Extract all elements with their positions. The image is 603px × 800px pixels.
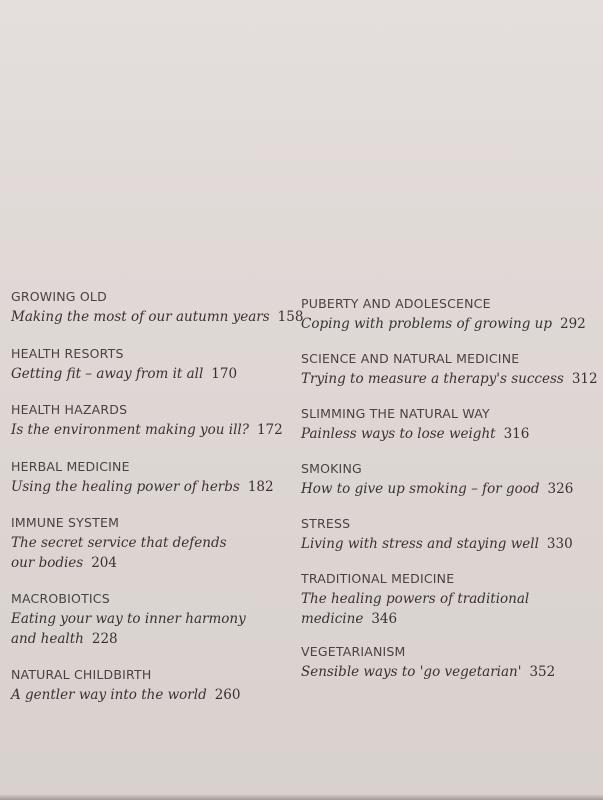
entry-description-line: Using the healing power of herbs 182	[11, 479, 274, 495]
entry-heading: NATURAL CHILDBIRTH	[11, 667, 152, 682]
entry-description	[11, 685, 301, 705]
entry-description	[11, 364, 301, 384]
contents-entry-herbal-medicine	[11, 459, 301, 497]
entry-description-line: medicine 346	[301, 611, 398, 627]
entry-description	[11, 533, 301, 573]
entry-description-line: Living with stress and staying well 330	[301, 536, 573, 552]
entry-heading: HEALTH RESORTS	[11, 346, 124, 361]
entry-description-line: and health 228	[11, 631, 118, 647]
entry-page-number: 158	[277, 309, 304, 325]
entry-description	[11, 609, 301, 649]
contents-entry-vegetarianism	[301, 644, 591, 682]
contents-entry-growing-old	[11, 289, 304, 327]
entry-page-number: 312	[571, 371, 598, 387]
entry-description	[301, 534, 591, 554]
entry-page-number: 204	[91, 555, 117, 571]
entry-description	[301, 479, 591, 499]
entry-description-line: The secret service that defends	[11, 535, 227, 551]
contents-entry-smoking	[301, 461, 591, 499]
entry-page-number: 326	[547, 481, 574, 497]
entry-page-number: 170	[211, 366, 238, 382]
entry-heading: TRADITIONAL MEDICINE	[301, 571, 455, 586]
entry-description-line: Coping with problems of growing up 292	[301, 316, 586, 332]
page-bottom-edge	[0, 794, 603, 800]
entry-heading: GROWING OLD	[11, 289, 107, 304]
entry-page-number: 330	[546, 536, 573, 552]
entry-heading: VEGETARIANISM	[301, 644, 406, 659]
contents-entry-natural-childbirth	[11, 667, 301, 705]
contents-entry-immune-system	[11, 515, 301, 573]
contents-entry-traditional-medicine	[301, 571, 591, 629]
entry-page-number: 172	[256, 422, 283, 438]
entry-description-line: Trying to measure a therapy's success 312	[301, 371, 598, 387]
entry-page-number: 346	[371, 611, 398, 627]
entry-heading: SMOKING	[301, 461, 362, 476]
entry-heading: MACROBIOTICS	[11, 591, 110, 606]
contents-entry-health-hazards	[11, 402, 301, 440]
contents-entry-health-resorts	[11, 346, 301, 384]
entry-description-line: How to give up smoking – for good 326	[301, 481, 574, 497]
entry-heading: PUBERTY AND ADOLESCENCE	[301, 296, 491, 311]
entry-description	[301, 662, 591, 682]
entry-description	[301, 314, 591, 334]
entry-description	[11, 420, 301, 440]
entry-description	[301, 369, 598, 389]
entry-heading: HEALTH HAZARDS	[11, 402, 128, 417]
entry-description-line: Eating your way to inner harmony	[11, 611, 246, 627]
entry-description-line: Painless ways to lose weight 316	[301, 426, 530, 442]
entry-description-line: Getting fit – away from it all 170	[11, 366, 238, 382]
entry-description-line: Is the environment making you ill? 172	[11, 422, 283, 438]
entry-page-number: 182	[247, 479, 274, 495]
entry-page-number: 260	[214, 687, 241, 703]
entry-description-line: our bodies 204	[11, 555, 117, 571]
entry-heading: SLIMMING THE NATURAL WAY	[301, 406, 490, 421]
entry-description-line: The healing powers of traditional	[301, 591, 530, 607]
entry-description-line: Making the most of our autumn years 158	[11, 309, 304, 325]
entry-description	[301, 424, 591, 444]
contents-entry-science	[301, 351, 598, 389]
entry-heading: IMMUNE SYSTEM	[11, 515, 120, 530]
entry-description-line: Sensible ways to 'go vegetarian' 352	[301, 664, 556, 680]
entry-heading: STRESS	[301, 516, 351, 531]
entry-page-number: 316	[503, 426, 530, 442]
contents-entry-puberty	[301, 296, 591, 334]
entry-page-number: 228	[91, 631, 118, 647]
entry-description-line: A gentler way into the world 260	[11, 687, 241, 703]
entry-page-number: 352	[529, 664, 556, 680]
entry-heading: SCIENCE AND NATURAL MEDICINE	[301, 351, 520, 366]
contents-entry-stress	[301, 516, 591, 554]
entry-description	[11, 307, 304, 327]
contents-entry-macrobiotics	[11, 591, 301, 649]
entry-description	[11, 477, 301, 497]
entry-heading: HERBAL MEDICINE	[11, 459, 130, 474]
contents-entry-slimming	[301, 406, 591, 444]
entry-page-number: 292	[560, 316, 586, 332]
entry-description	[301, 589, 591, 629]
